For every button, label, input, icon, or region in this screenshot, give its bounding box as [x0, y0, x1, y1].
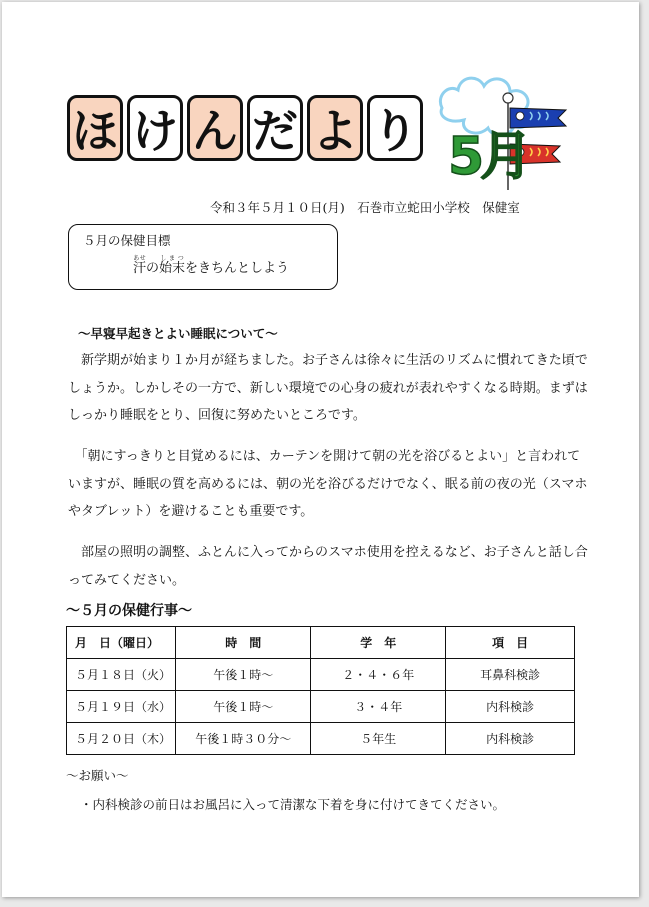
table-cell: ５月２０日（木）: [67, 723, 176, 755]
table-cell: ３・４年: [311, 691, 446, 723]
table-cell: ５年生: [311, 723, 446, 755]
title-tile: だ: [247, 95, 303, 161]
column-header: 月 日（曜日）: [67, 627, 176, 659]
table-cell: ５月１９日（水）: [67, 691, 176, 723]
month-label: 5月: [448, 127, 529, 187]
goal-text: 汗あせの始末しまつをきちんとしよう: [133, 255, 290, 276]
title-tile: ほ: [67, 95, 123, 161]
title-tile: よ: [307, 95, 363, 161]
table-row: [67, 659, 575, 691]
sleep-section-heading: ～早寝早起きとよい睡眠について～: [78, 326, 278, 341]
table-cell: 内科検診: [446, 691, 575, 723]
column-header: 時 間: [176, 627, 311, 659]
column-header: 項 目: [446, 627, 575, 659]
table-cell: 内科検診: [446, 723, 575, 755]
paragraph-1: 新学期が始まり１か月が経ちました。お子さんは徐々に生活のリズムに慣れてきた頃で しょうか。しかしその一方で、新しい環境での心身の疲れが表れやすくなる時期。まずは しっかり睡眠をとり、回復に努めたいところです。: [68, 353, 588, 423]
request-heading: ～お願い～: [66, 768, 129, 783]
title-tile: け: [127, 95, 183, 161]
table-header-row: [67, 627, 575, 659]
table-row: [67, 723, 575, 755]
title-tile: ん: [187, 95, 243, 161]
paragraph-2: 「朝にすっきりと目覚めるには、カーテンを開けて朝の光を浴びるとよい」と言われて いますが、睡眠の質を高めるには、朝の光を浴びるだけでなく、眠る前の夜の光（スマホ やタブレット）を避けることも重要です。: [68, 449, 588, 519]
table-cell: 午後１時３０分～: [176, 723, 311, 755]
table-cell: 耳鼻科検診: [446, 659, 575, 691]
table-cell: ２・４・６年: [311, 659, 446, 691]
table-cell: 午後１時～: [176, 691, 311, 723]
table-cell: 午後１時～: [176, 659, 311, 691]
health-goal-box: [68, 224, 338, 290]
column-header: 学 年: [311, 627, 446, 659]
paragraph-3: 部屋の照明の調整、ふとんに入ってからのスマホ使用を控えるなど、お子さんと話し合 ってみてください。: [68, 545, 588, 588]
health-events-table: [66, 626, 575, 755]
issue-dateline: 令和３年５月１０日(月) 石巻市立蛇田小学校 保健室: [210, 200, 520, 215]
goal-title: ５月の保健目標: [83, 233, 171, 248]
table-cell: ５月１８日（火）: [67, 659, 176, 691]
title-banner: [67, 95, 423, 161]
document-page: [2, 2, 639, 897]
request-item: ・内科検診の前日はお風呂に入って清潔な下着を身に付けてきてください。: [80, 797, 506, 812]
title-tile: り: [367, 95, 423, 161]
events-heading: ～５月の保健行事～: [66, 603, 192, 619]
table-row: [67, 691, 575, 723]
